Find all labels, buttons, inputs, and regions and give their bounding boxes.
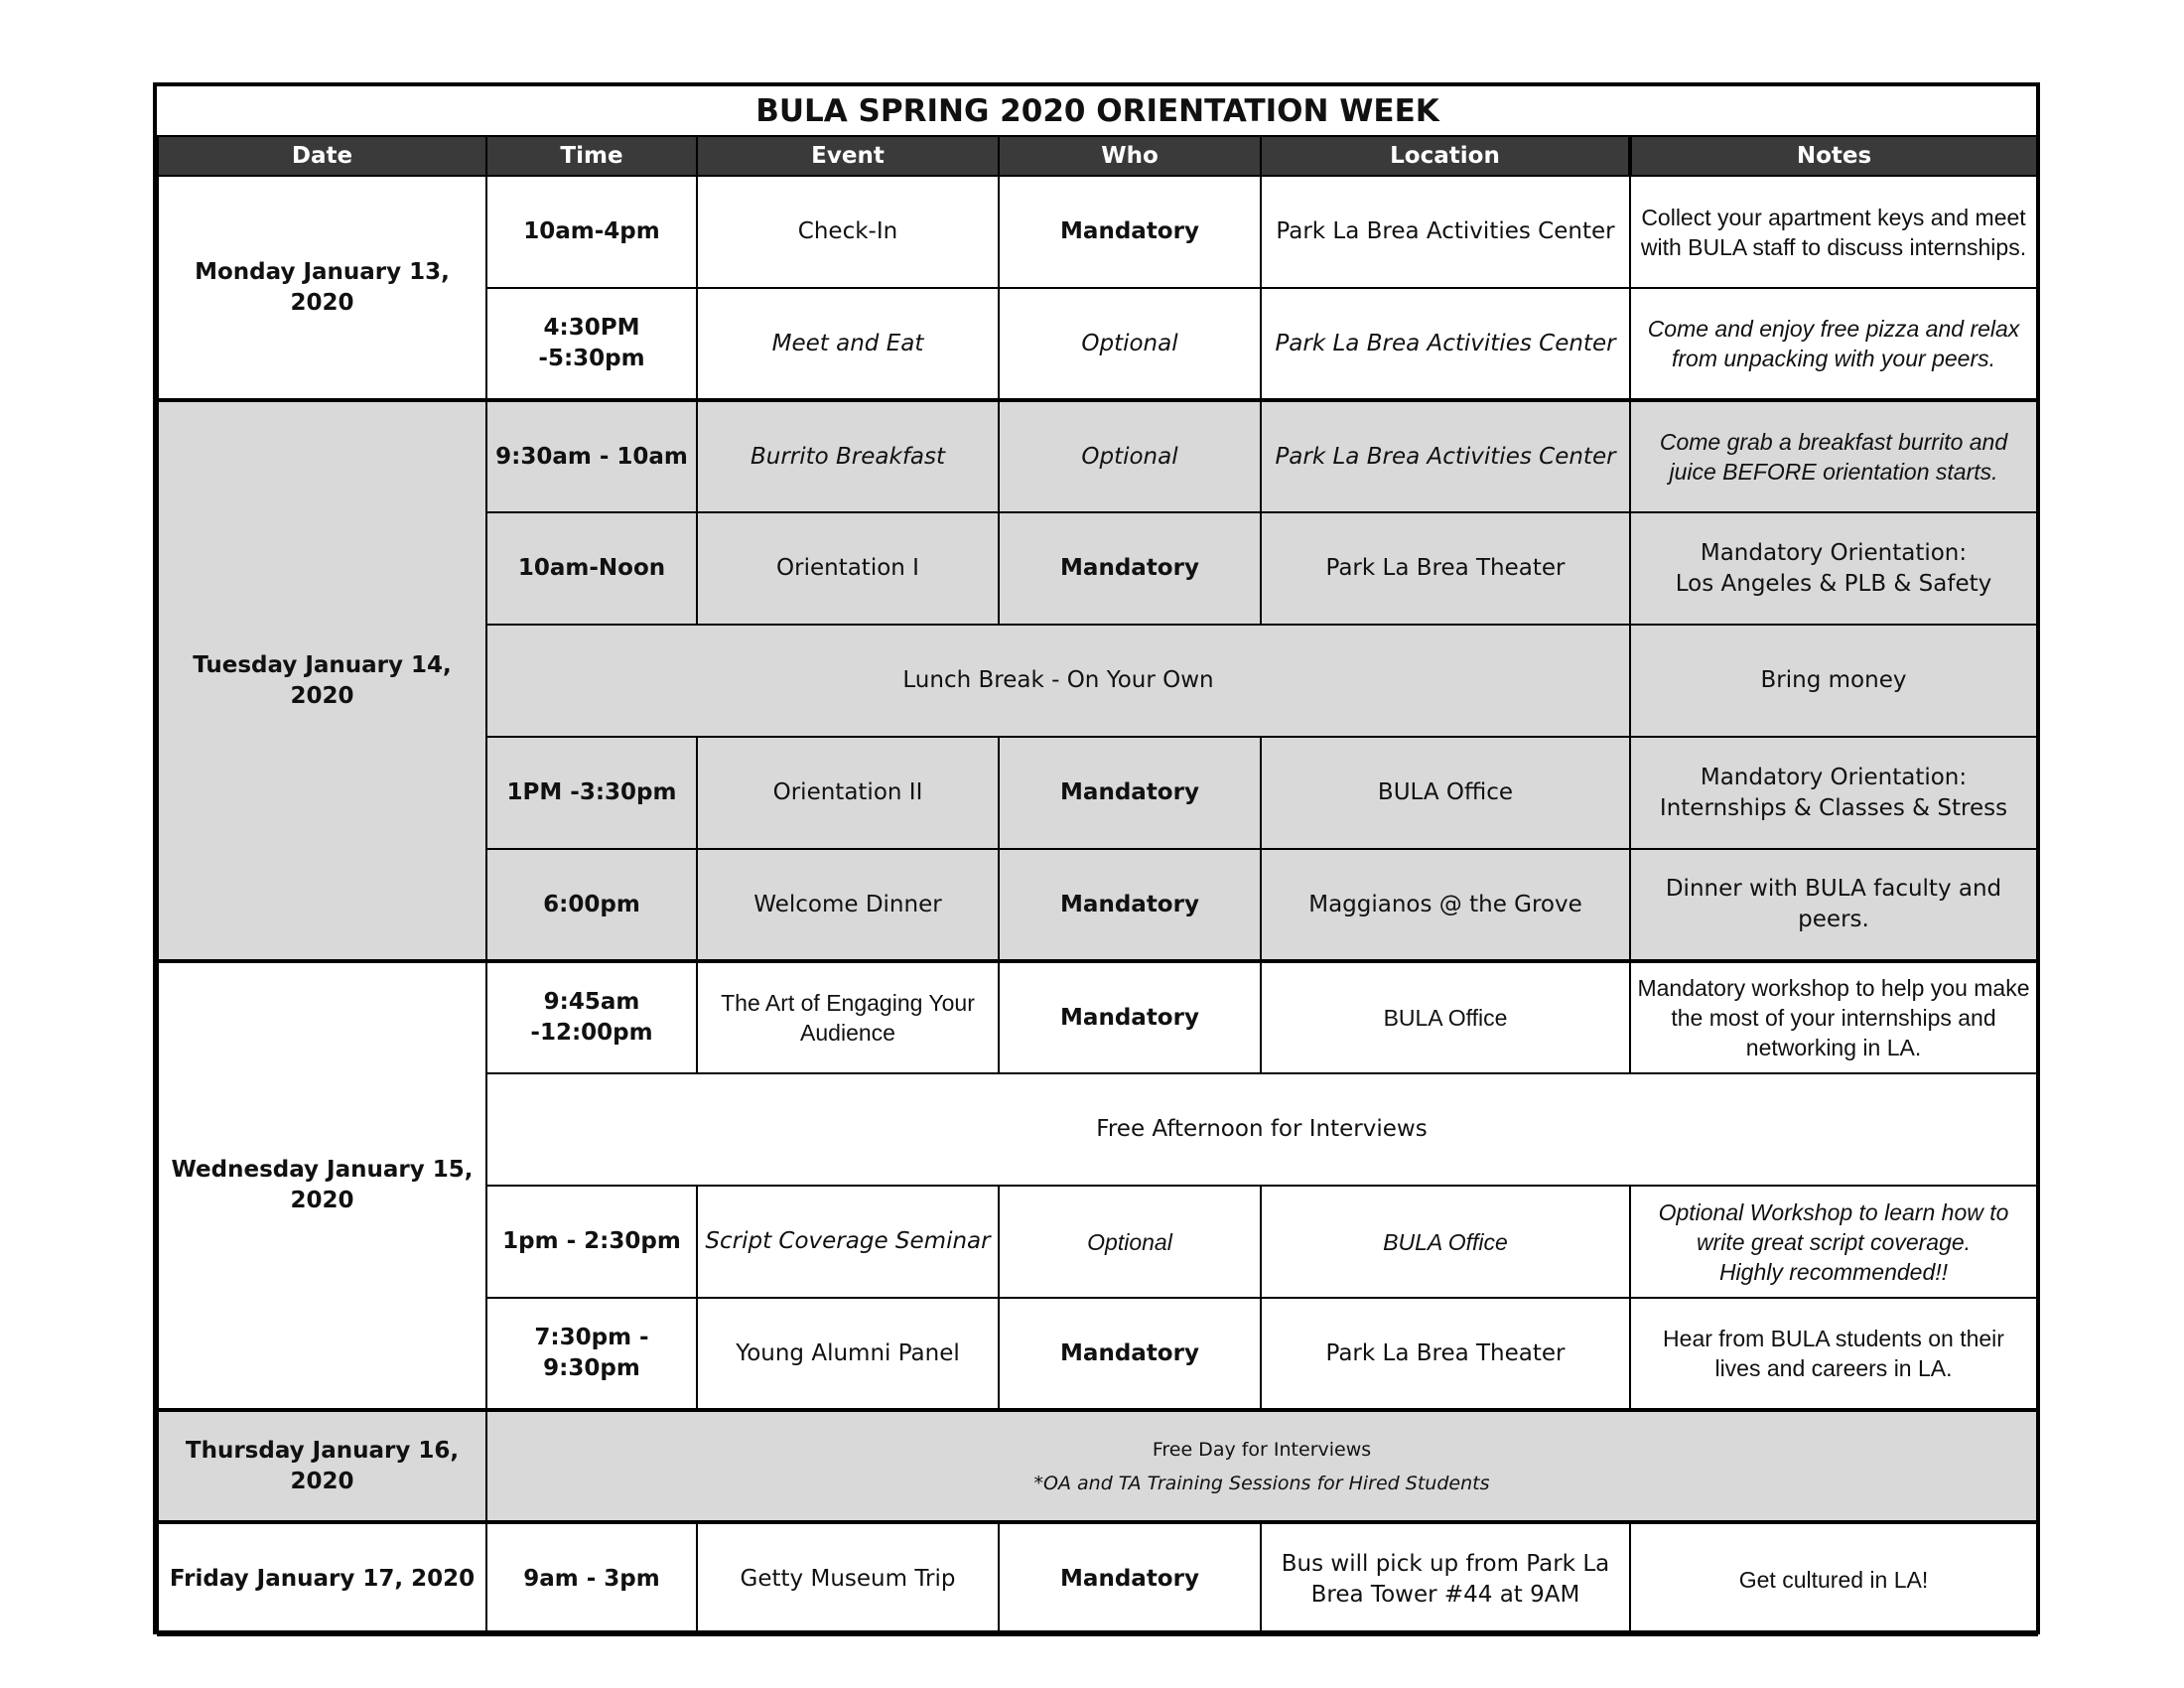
notes-line: Highly recommended!! xyxy=(1718,1258,1949,1285)
notes-cell: Dinner with BULA faculty and peers. xyxy=(1630,849,2037,961)
who-cell: Optional xyxy=(999,1186,1261,1298)
time-cell: 6:00pm xyxy=(486,849,697,961)
span-cell: Lunch Break - On Your Own xyxy=(486,625,1630,737)
time-cell: 9am - 3pm xyxy=(486,1522,697,1635)
event-cell: Orientation II xyxy=(697,737,999,849)
location-cell: Park La Brea Activities Center xyxy=(1261,176,1630,288)
table-row xyxy=(158,400,2037,512)
location-cell: BULA Office xyxy=(1261,737,1630,849)
notes-cell xyxy=(1630,737,2037,849)
notes-line: Mandatory Orientation: xyxy=(1700,764,1968,790)
who-cell: Mandatory xyxy=(999,512,1261,625)
who-cell: Mandatory xyxy=(999,176,1261,288)
event-cell: Welcome Dinner xyxy=(697,849,999,961)
table-row xyxy=(158,961,2037,1073)
notes-line: Los Angeles & PLB & Safety xyxy=(1675,570,1992,597)
header-event: Event xyxy=(697,136,999,176)
time-cell: 1pm - 2:30pm xyxy=(486,1186,697,1298)
span-cell: Free Afternoon for Interviews xyxy=(486,1073,2037,1186)
who-cell: Mandatory xyxy=(999,1522,1261,1635)
location-cell: Park La Brea Theater xyxy=(1261,1298,1630,1410)
event-cell: Young Alumni Panel xyxy=(697,1298,999,1410)
event-cell: Burrito Breakfast xyxy=(697,400,999,512)
event-cell: Orientation I xyxy=(697,512,999,625)
header-time: Time xyxy=(486,136,697,176)
span-cell xyxy=(486,1410,2037,1522)
table-row xyxy=(158,176,2037,288)
location-cell: Park La Brea Theater xyxy=(1261,512,1630,625)
time-cell: 9:30am - 10am xyxy=(486,400,697,512)
header-notes: Notes xyxy=(1630,136,2037,176)
who-cell: Optional xyxy=(999,288,1261,400)
schedule-sheet xyxy=(153,82,2040,1634)
notes-cell: Get cultured in LA! xyxy=(1630,1522,2037,1635)
who-cell: Mandatory xyxy=(999,737,1261,849)
notes-cell: Bring money xyxy=(1630,625,2037,737)
notes-cell: Mandatory workshop to help you make the most of your internships and networking in LA. xyxy=(1630,961,2037,1073)
notes-cell: Hear from BULA students on their lives and careers in LA. xyxy=(1630,1298,2037,1410)
span-line: *OA and TA Training Sessions for Hired Students xyxy=(1033,1472,1490,1494)
location-cell: Bus will pick up from Park La Brea Tower #44 at 9AM xyxy=(1261,1522,1630,1635)
table-row xyxy=(158,1410,2037,1522)
event-cell: The Art of Engaging Your Audience xyxy=(697,961,999,1073)
header-date: Date xyxy=(158,136,486,176)
notes-cell: Collect your apartment keys and meet with BULA staff to discuss internships. xyxy=(1630,176,2037,288)
date-cell: Monday January 13, 2020 xyxy=(158,176,486,400)
date-cell: Friday January 17, 2020 xyxy=(158,1522,486,1635)
who-cell: Mandatory xyxy=(999,961,1261,1073)
event-cell: Meet and Eat xyxy=(697,288,999,400)
event-cell: Getty Museum Trip xyxy=(697,1522,999,1635)
time-cell: 1PM -3:30pm xyxy=(486,737,697,849)
time-cell: 10am-Noon xyxy=(486,512,697,625)
notes-cell: Come and enjoy free pizza and relax from unpacking with your peers. xyxy=(1630,288,2037,400)
location-cell: BULA Office xyxy=(1261,961,1630,1073)
location-cell: BULA Office xyxy=(1261,1186,1630,1298)
header-location: Location xyxy=(1261,136,1630,176)
time-cell: 9:45am -12:00pm xyxy=(486,961,697,1073)
who-cell: Optional xyxy=(999,400,1261,512)
location-cell: Maggianos @ the Grove xyxy=(1261,849,1630,961)
notes-line: Mandatory Orientation: xyxy=(1700,539,1968,566)
notes-cell: Come grab a breakfast burrito and juice BEFORE orientation starts. xyxy=(1630,400,2037,512)
time-cell: 4:30PM -5:30pm xyxy=(486,288,697,400)
event-cell: Script Coverage Seminar xyxy=(697,1186,999,1298)
time-cell: 7:30pm - 9:30pm xyxy=(486,1298,697,1410)
orientation-schedule-table xyxy=(157,86,2038,1636)
table-row xyxy=(158,1522,2037,1635)
location-cell: Park La Brea Activities Center xyxy=(1261,400,1630,512)
notes-line: Internships & Classes & Stress xyxy=(1659,794,2008,821)
date-cell: Wednesday January 15, 2020 xyxy=(158,961,486,1410)
location-cell: Park La Brea Activities Center xyxy=(1261,288,1630,400)
notes-cell xyxy=(1630,1186,2037,1298)
date-cell: Tuesday January 14, 2020 xyxy=(158,400,486,961)
time-cell: 10am-4pm xyxy=(486,176,697,288)
date-cell: Thursday January 16, 2020 xyxy=(158,1410,486,1522)
notes-line: Optional Workshop to learn how to write great script coverage. xyxy=(1658,1198,2009,1255)
notes-cell xyxy=(1630,512,2037,625)
event-cell: Check-In xyxy=(697,176,999,288)
span-line: Free Day for Interviews xyxy=(1152,1438,1372,1461)
who-cell: Mandatory xyxy=(999,1298,1261,1410)
page-title: BULA SPRING 2020 ORIENTATION WEEK xyxy=(158,86,2037,136)
header-who: Who xyxy=(999,136,1261,176)
table-header xyxy=(158,136,2037,176)
who-cell: Mandatory xyxy=(999,849,1261,961)
